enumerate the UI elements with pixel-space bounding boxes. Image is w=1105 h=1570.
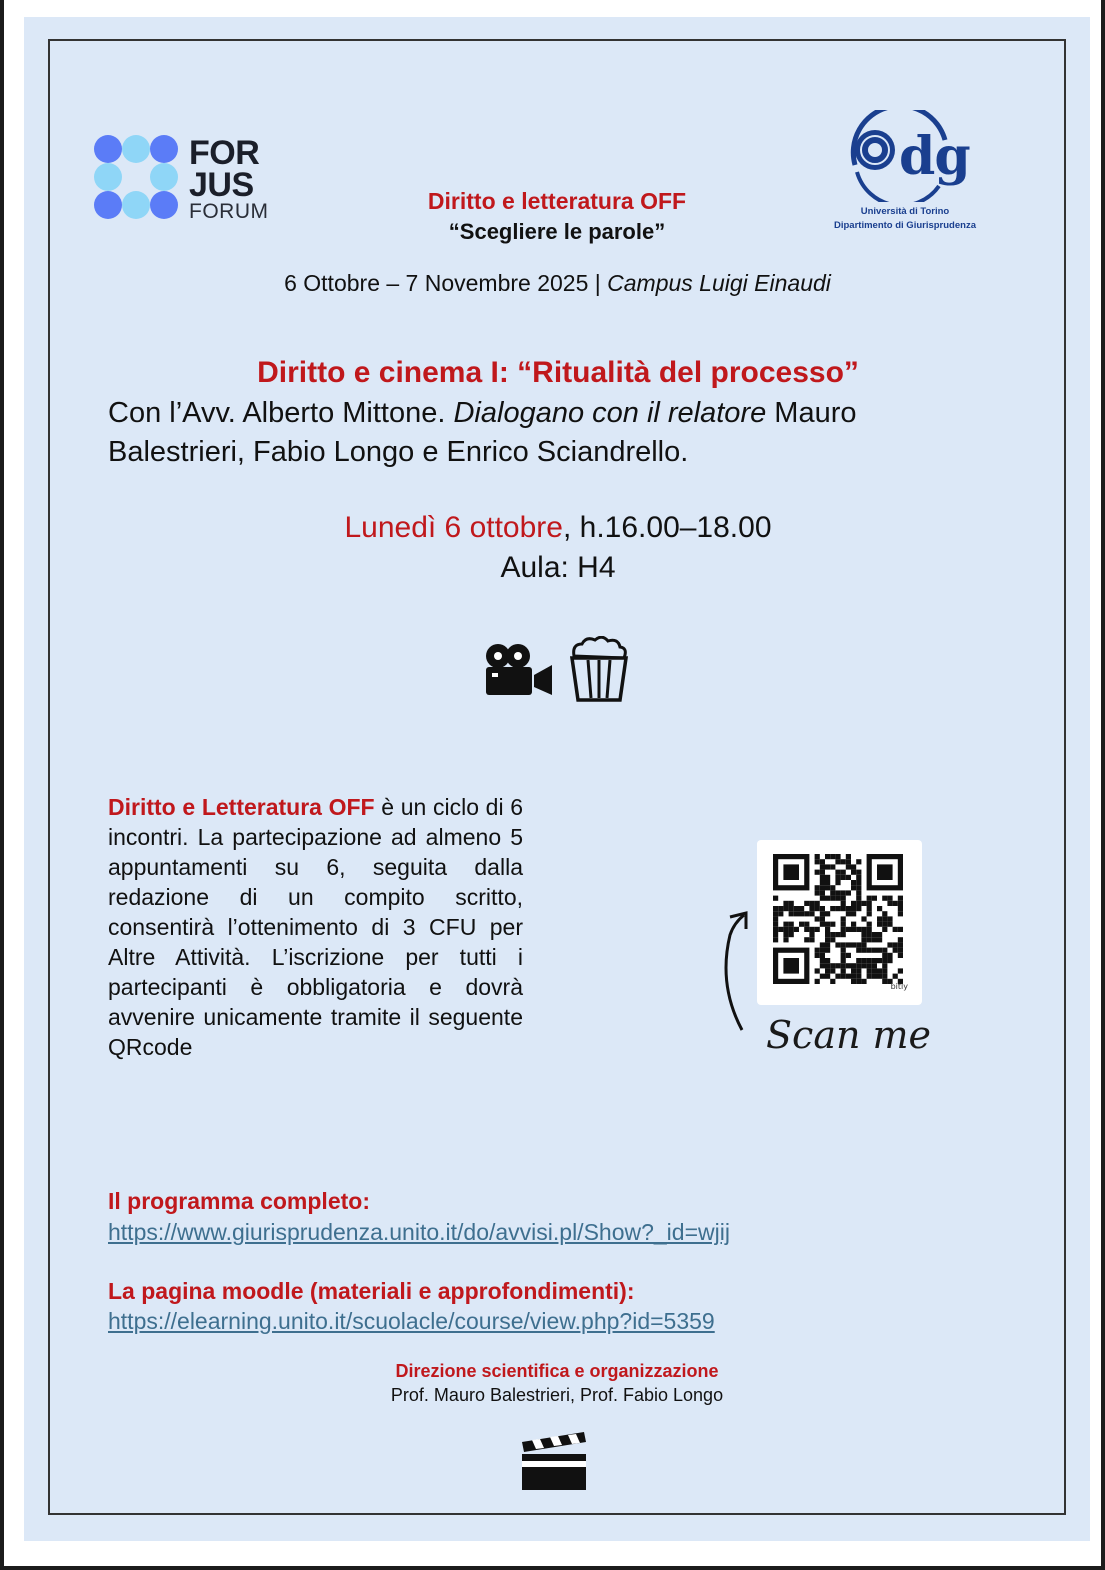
speaker-intro: Con l’Avv. Alberto Mittone.: [108, 397, 454, 429]
logo-word-jus: JUS: [189, 166, 254, 204]
logo-dot: [94, 163, 122, 191]
popcorn-icon: [568, 636, 630, 702]
moodle-label: La pagina moodle (materiali e approfondimenti):: [108, 1278, 635, 1304]
logo-dot: [122, 135, 150, 163]
logo-word-forum: FORUM: [189, 200, 269, 223]
curved-arrow-icon: [716, 905, 766, 1035]
event-time: , h.16.00–18.00: [562, 511, 772, 544]
movie-camera-icon: [484, 643, 554, 699]
unito-logo: [805, 110, 1005, 235]
logo-dot: [150, 163, 178, 191]
qr-brand: bitly: [890, 982, 908, 991]
program-label: Il programma completo:: [108, 1188, 370, 1214]
logo-word-for: FOR: [189, 134, 260, 172]
qr-code[interactable]: [757, 840, 922, 1005]
dates: 6 Ottobre – 7 Novembre 2025 |: [284, 270, 608, 296]
event-day: Lunedì 6 ottobre: [344, 511, 563, 544]
logo-dot: [150, 191, 178, 219]
forjus-logo: [94, 135, 284, 225]
direction-names: Prof. Mauro Balestrieri, Prof. Fabio Longo: [390, 1385, 724, 1405]
dates-line: [150, 270, 965, 297]
discussants: Mauro Balestrieri, Fabio Longo e Enrico Sciandrello.: [108, 397, 857, 468]
series-title: Diritto e letteratura OFF: [427, 188, 687, 214]
event-when: [108, 508, 1008, 548]
logo-dot: [94, 191, 122, 219]
series-subtitle: “Scegliere le parole”: [448, 219, 666, 244]
venue: Campus Luigi Einaudi: [607, 270, 831, 296]
unito-dg-mark: dg: [899, 126, 970, 187]
logo-dot: [150, 135, 178, 163]
clapperboard-icon: [518, 1428, 590, 1492]
logo-dot: [122, 191, 150, 219]
unito-seal-icon: [853, 128, 897, 172]
unito-department: Dipartimento di Giurisprudenza: [834, 220, 976, 231]
logo-dot: [94, 135, 122, 163]
unito-name: Università di Torino: [860, 206, 950, 217]
event-description: [108, 394, 998, 472]
info-paragraph: [108, 792, 523, 1062]
dialogue-label: Dialogano con il relatore: [453, 397, 767, 429]
info-lead: Diritto e Letteratura OFF: [108, 794, 375, 820]
info-text: è un ciclo di 6 incontri. La partecipazione ad almeno 5 appuntamenti su 6, seguita dalla redazione di un compito scritto, consentirà l’ottenimento di 3 CFU per Altre Attività. L’iscrizione per tutti i partecipanti è obbligatoria e dovrà avvenire unicamente tramite il seguente QRcode: [108, 794, 524, 1060]
event-room: Aula: H4: [500, 551, 616, 584]
program-link[interactable]: https://www.giurisprudenza.unito.it/do/avvisi.pl/Show?_id=wjij: [108, 1219, 730, 1245]
event-title: Diritto e cinema I: “Ritualità del processo”: [257, 356, 859, 389]
direction-title: Direzione scientifica e organizzazione: [395, 1361, 719, 1381]
moodle-link[interactable]: https://elearning.unito.it/scuolacle/course/view.php?id=5359: [108, 1308, 715, 1334]
qr-code-image[interactable]: [773, 854, 909, 986]
scan-me-label: Scan me: [766, 1013, 932, 1057]
